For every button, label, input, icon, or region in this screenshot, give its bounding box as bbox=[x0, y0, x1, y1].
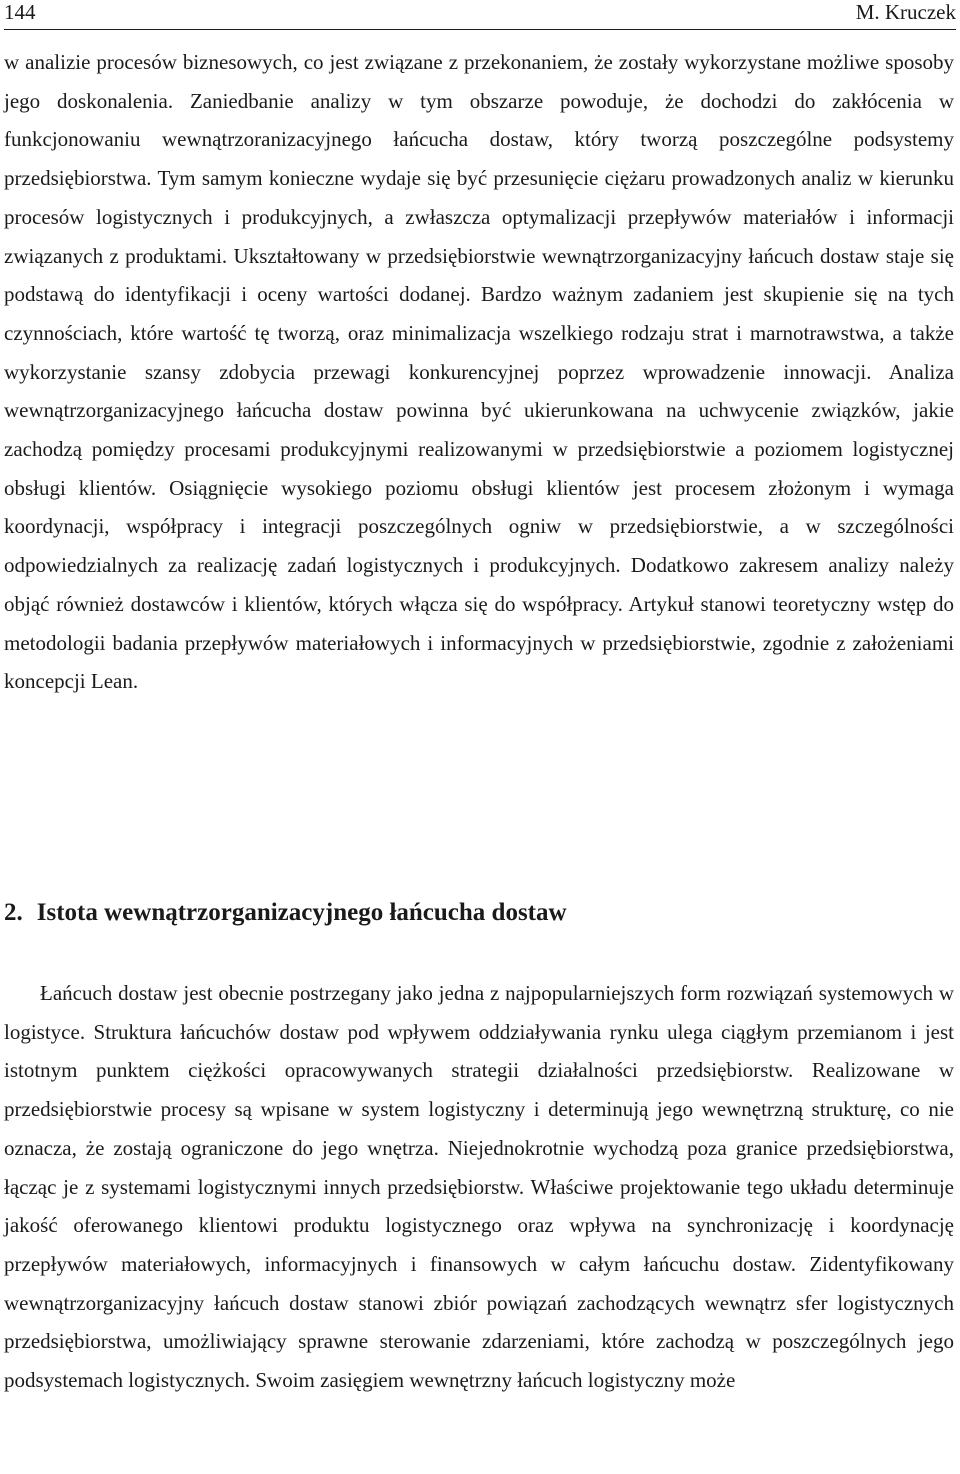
paragraph-intro-continued: w analizie procesów biznesowych, co jest związane z przekonaniem, że zostały wykorzystane możliwe sposoby jego doskonalenia. Zaniedbanie analizy w tym obszarze powoduje, że dochodzi do zakłócenia w funkcjonowaniu wewnątrzoranizacyjnego łańcucha dostaw, który tworzą poszczególne podsystemy przedsiębiorstwa. Tym samym konieczne wydaje się być przesunięcie ciężaru prowadzonych analiz w kierunku procesów logistycznych i produkcyjnych, a zwłaszcza optymalizacji przepływów materiałów i informacji związanych z produktami. Ukształtowany w przedsiębiorstwie wewnątrzorganizacyjny łańcuch dostaw staje się podstawą do identyfikacji i oceny wartości dodanej. Bardzo ważnym zadaniem jest skupienie się na tych czynnościach, które wartość tę tworzą, oraz minimalizacja wszelkiego rodzaju strat i marnotrawstwa, a także wykorzystanie szansy zdobycia przewagi konkurencyjnej poprzez wprowadzenie innowacji. Analiza wewnątrzorganizacyjnego łańcucha dostaw powinna być ukierunkowana na uchwycenie związków, jakie zachodzą pomiędzy procesami produkcyjnymi realizowanymi w przedsiębiorstwie a poziomem logistycznej obsługi klientów. Osiągnięcie wysokiego poziomu obsługi klientów jest procesem złożonym i wymaga koordynacji, współpracy i integracji poszczególnych ogniw w przedsiębiorstwie, a w szczególności odpowiedzialnych za realizację zadań logistycznych i produkcyjnych. Dodatkowo zakresem analizy należy objąć również dostawców i klientów, których włącza się do współpracy. Artykuł stanowi teoretyczny wstęp do metodologii badania przepływów materiałowych i informacyjnych w przedsiębiorstwie, zgodnie z założeniami koncepcji Lean. bbox=[4, 50, 954, 694]
section-title: Istota wewnątrzorganizacyjnego łańcucha dostaw bbox=[36, 899, 567, 926]
running-head-author: M. Kruczek bbox=[855, 0, 956, 24]
page-number: 144 bbox=[4, 0, 36, 24]
paragraph-section-2: Łańcuch dostaw jest obecnie postrzegany jako jedna z najpopularniejszych form rozwiązań systemowych w logistyce. Struktura łańcuchów dostaw pod wpływem oddziaływania rynku ulega ciągłym przemianom i jest istotnym punktem ciężkości opracowywanych strategii działalności przedsiębiorstw. Realizowane w przedsiębiorstwie procesy są wpisane w system logistyczny i determinują jego wewnętrzną strukturę, co nie oznacza, że zostają ograniczone do jego wnętrza. Niejednokrotnie wychodzą poza granice przedsiębiorstwa, łącząc je z systemami logistycznymi innych przedsiębiorstw. Właściwe projektowanie tego układu determinuje jakość oferowanego klientowi produktu logistycznego oraz wpływa na synchronizację i koordynację przepływów materiałowych, informacyjnych i finansowych w całym łańcuchu dostaw. Zidentyfikowany wewnątrzorganizacyjny łańcuch dostaw stanowi zbiór powiązań zachodzących wewnątrz sfer logistycznych przedsiębiorstwa, umożliwiający sprawne sterowanie zdarzeniami, które zachodzą w poszczególnych jego podsystemach logistycznych. Swoim zasięgiem wewnętrzny łańcuch logistyczny może bbox=[4, 981, 954, 1393]
header-rule bbox=[4, 29, 956, 30]
running-head bbox=[4, 0, 956, 24]
section-number: 2. bbox=[4, 899, 23, 926]
section-heading bbox=[4, 896, 567, 930]
